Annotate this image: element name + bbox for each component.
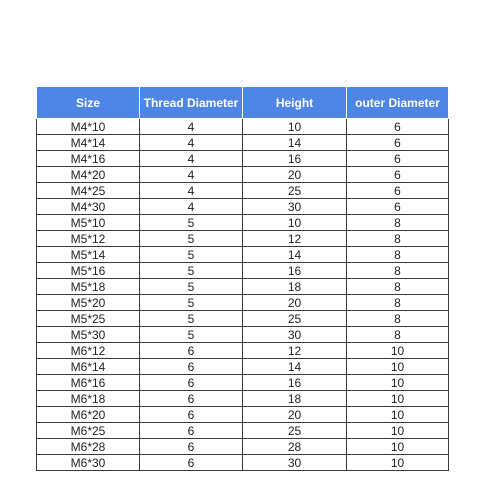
- spec-table: [36, 86, 449, 471]
- cell-height: 14: [243, 247, 347, 263]
- cell-size: M5*16: [37, 263, 140, 279]
- cell-outer-diameter: 8: [347, 231, 449, 247]
- cell-thread-diameter: 5: [140, 279, 243, 295]
- cell-height: 20: [243, 167, 347, 183]
- cell-size: M6*14: [37, 359, 140, 375]
- table-row: [37, 423, 449, 439]
- cell-thread-diameter: 4: [140, 151, 243, 167]
- cell-outer-diameter: 8: [347, 327, 449, 343]
- table-row: [37, 343, 449, 359]
- table-header: [37, 87, 449, 119]
- cell-size: M6*12: [37, 343, 140, 359]
- cell-thread-diameter: 5: [140, 215, 243, 231]
- cell-size: M4*14: [37, 135, 140, 151]
- cell-height: 20: [243, 295, 347, 311]
- cell-thread-diameter: 4: [140, 183, 243, 199]
- cell-thread-diameter: 6: [140, 455, 243, 471]
- cell-outer-diameter: 6: [347, 151, 449, 167]
- cell-size: M6*18: [37, 391, 140, 407]
- cell-outer-diameter: 10: [347, 455, 449, 471]
- cell-height: 12: [243, 343, 347, 359]
- cell-size: M4*20: [37, 167, 140, 183]
- table-row: [37, 359, 449, 375]
- table-row: [37, 135, 449, 151]
- cell-height: 14: [243, 135, 347, 151]
- header-thread-diameter: Thread Diameter: [140, 87, 243, 119]
- cell-outer-diameter: 6: [347, 199, 449, 215]
- cell-size: M6*20: [37, 407, 140, 423]
- cell-height: 25: [243, 311, 347, 327]
- table-row: [37, 295, 449, 311]
- cell-thread-diameter: 5: [140, 311, 243, 327]
- header-height: Height: [243, 87, 347, 119]
- cell-height: 16: [243, 151, 347, 167]
- cell-thread-diameter: 5: [140, 327, 243, 343]
- cell-size: M4*16: [37, 151, 140, 167]
- cell-thread-diameter: 6: [140, 423, 243, 439]
- cell-size: M4*30: [37, 199, 140, 215]
- cell-size: M5*18: [37, 279, 140, 295]
- table-row: [37, 183, 449, 199]
- cell-size: M6*16: [37, 375, 140, 391]
- cell-height: 10: [243, 215, 347, 231]
- table-row: [37, 247, 449, 263]
- cell-height: 10: [243, 119, 347, 135]
- table-row: [37, 455, 449, 471]
- cell-outer-diameter: 10: [347, 439, 449, 455]
- cell-size: M5*14: [37, 247, 140, 263]
- cell-height: 30: [243, 199, 347, 215]
- table-row: [37, 279, 449, 295]
- table-row: [37, 311, 449, 327]
- table-body: [37, 119, 449, 471]
- cell-outer-diameter: 8: [347, 215, 449, 231]
- cell-thread-diameter: 4: [140, 135, 243, 151]
- table-row: [37, 199, 449, 215]
- table-row: [37, 215, 449, 231]
- cell-height: 25: [243, 423, 347, 439]
- header-size: Size: [37, 87, 140, 119]
- cell-height: 14: [243, 359, 347, 375]
- cell-outer-diameter: 6: [347, 167, 449, 183]
- cell-thread-diameter: 4: [140, 167, 243, 183]
- cell-height: 16: [243, 263, 347, 279]
- cell-outer-diameter: 10: [347, 359, 449, 375]
- cell-height: 30: [243, 455, 347, 471]
- cell-thread-diameter: 6: [140, 439, 243, 455]
- cell-thread-diameter: 6: [140, 391, 243, 407]
- cell-outer-diameter: 10: [347, 407, 449, 423]
- cell-size: M5*20: [37, 295, 140, 311]
- header-outer-diameter: outer Diameter: [347, 87, 449, 119]
- cell-outer-diameter: 6: [347, 183, 449, 199]
- cell-size: M4*25: [37, 183, 140, 199]
- table-row: [37, 375, 449, 391]
- cell-height: 16: [243, 375, 347, 391]
- cell-size: M6*28: [37, 439, 140, 455]
- table-row: [37, 327, 449, 343]
- cell-outer-diameter: 6: [347, 135, 449, 151]
- cell-height: 30: [243, 327, 347, 343]
- cell-height: 18: [243, 391, 347, 407]
- table-row: [37, 167, 449, 183]
- cell-thread-diameter: 5: [140, 263, 243, 279]
- table-row: [37, 263, 449, 279]
- table-row: [37, 391, 449, 407]
- cell-thread-diameter: 5: [140, 231, 243, 247]
- cell-outer-diameter: 8: [347, 311, 449, 327]
- cell-size: M5*30: [37, 327, 140, 343]
- cell-thread-diameter: 5: [140, 247, 243, 263]
- table-row: [37, 151, 449, 167]
- table-row: [37, 407, 449, 423]
- cell-outer-diameter: 6: [347, 119, 449, 135]
- table-row: [37, 439, 449, 455]
- cell-thread-diameter: 6: [140, 407, 243, 423]
- cell-height: 12: [243, 231, 347, 247]
- table-row: [37, 119, 449, 135]
- cell-thread-diameter: 6: [140, 359, 243, 375]
- cell-outer-diameter: 8: [347, 247, 449, 263]
- cell-outer-diameter: 10: [347, 391, 449, 407]
- cell-outer-diameter: 8: [347, 279, 449, 295]
- cell-thread-diameter: 5: [140, 295, 243, 311]
- cell-outer-diameter: 10: [347, 423, 449, 439]
- cell-outer-diameter: 8: [347, 263, 449, 279]
- cell-outer-diameter: 8: [347, 295, 449, 311]
- cell-size: M5*12: [37, 231, 140, 247]
- cell-size: M6*25: [37, 423, 140, 439]
- cell-height: 18: [243, 279, 347, 295]
- cell-thread-diameter: 6: [140, 343, 243, 359]
- cell-height: 28: [243, 439, 347, 455]
- cell-thread-diameter: 4: [140, 199, 243, 215]
- cell-height: 20: [243, 407, 347, 423]
- cell-size: M4*10: [37, 119, 140, 135]
- header-row: [37, 87, 449, 119]
- cell-height: 25: [243, 183, 347, 199]
- cell-size: M5*10: [37, 215, 140, 231]
- cell-size: M5*25: [37, 311, 140, 327]
- cell-outer-diameter: 10: [347, 375, 449, 391]
- table-row: [37, 231, 449, 247]
- cell-outer-diameter: 10: [347, 343, 449, 359]
- cell-thread-diameter: 4: [140, 119, 243, 135]
- cell-size: M6*30: [37, 455, 140, 471]
- cell-thread-diameter: 6: [140, 375, 243, 391]
